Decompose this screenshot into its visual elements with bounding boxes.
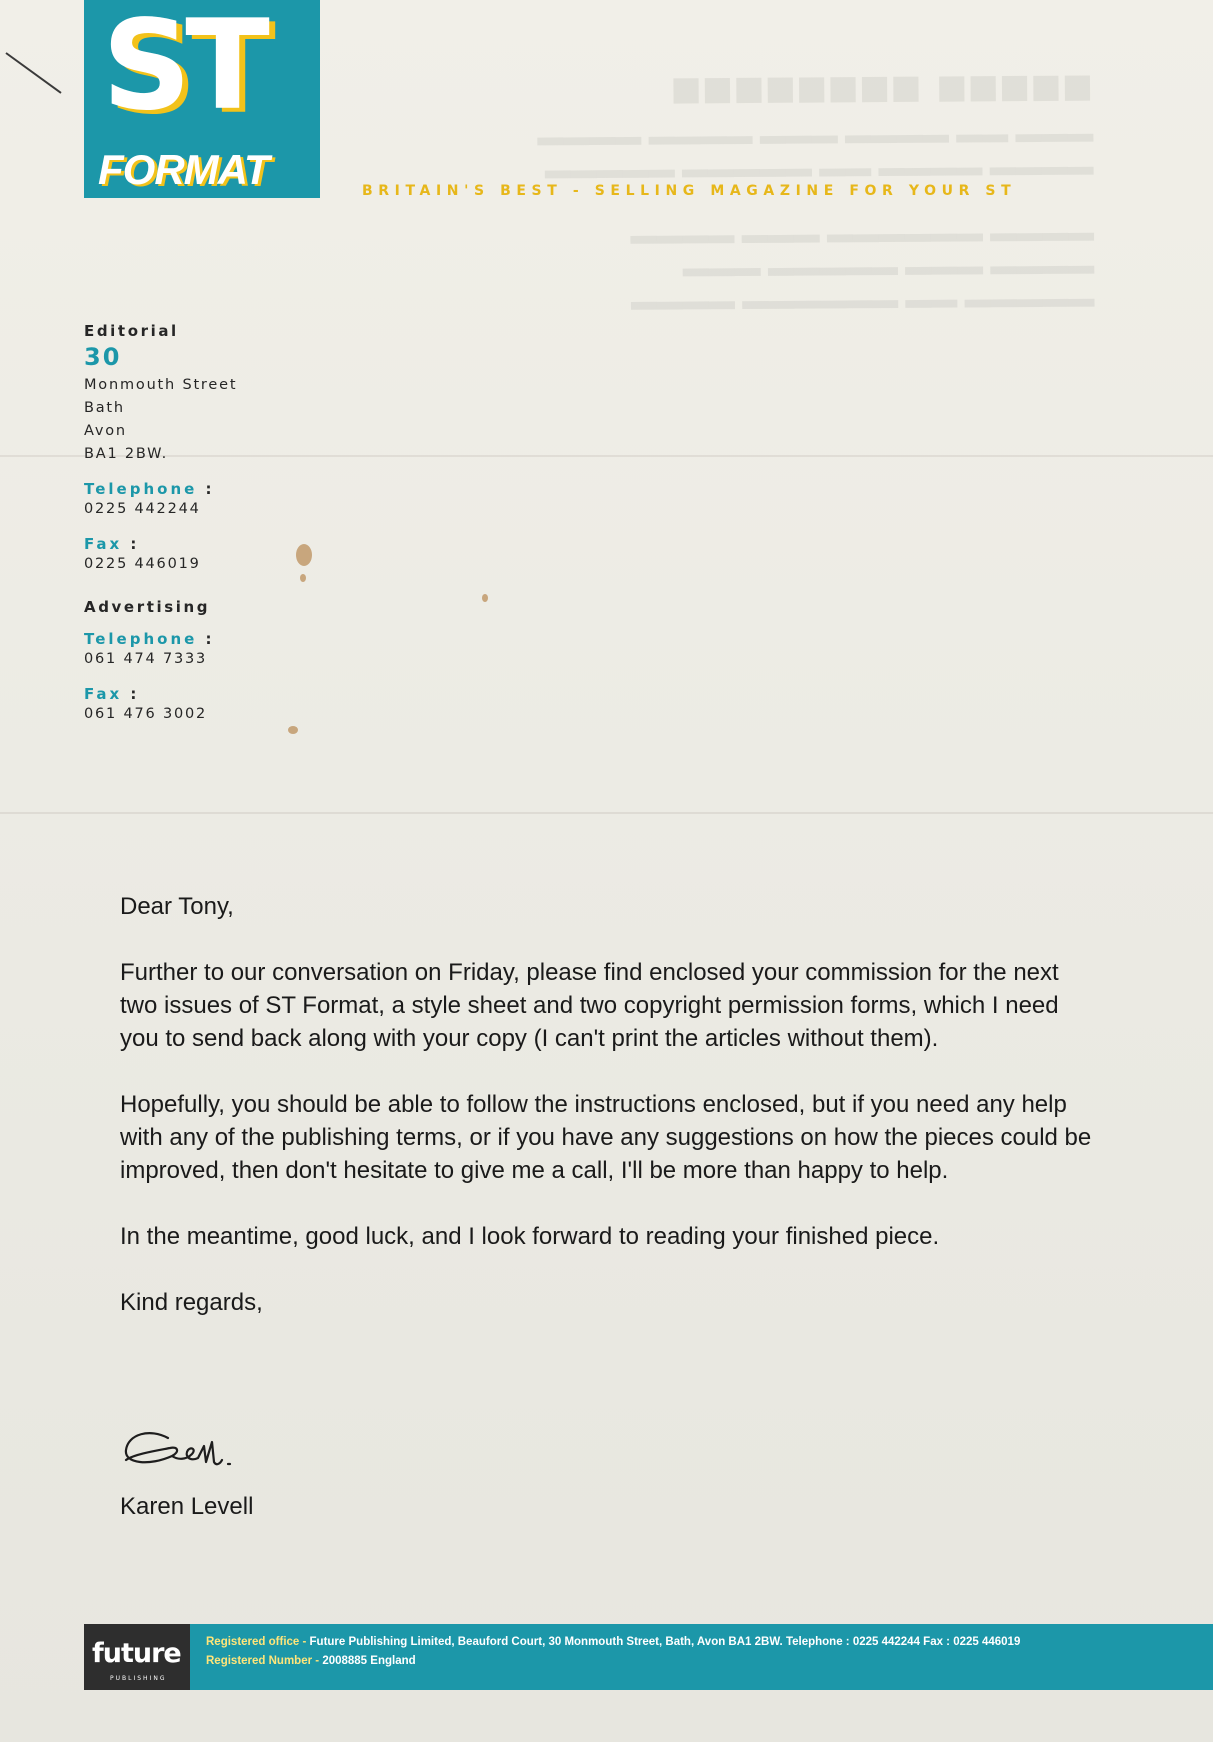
address-line: Monmouth Street [84, 377, 238, 393]
signatory-name: Karen Levell [120, 1493, 254, 1520]
paper-stain [288, 726, 298, 734]
editorial-fax: 0225 446019 [84, 556, 201, 572]
closing: Kind regards, [120, 1289, 263, 1316]
registered-number-text: 2008885 England [322, 1655, 416, 1667]
advertising-telephone: 061 474 7333 [84, 651, 208, 667]
paragraph-2: Hopefully, you should be able to follow the instructions enclosed, but if you need any help with any of the publishing terms, or if you have any suggestions on how the pieces could be improved, then don't hesitate to give me a call, I'll be more than happy to help. [120, 1091, 1092, 1184]
paragraph-1: Further to our conversation on Friday, please find enclosed your commission for the next two issues of ST Format, a style sheet and two copyright permission forms, which I need you to send back along with your copy (I can't print the articles without them). [120, 959, 1059, 1052]
address-line: Avon [84, 423, 127, 439]
handwritten-signature [120, 1420, 320, 1472]
editorial-heading: Editorial [84, 322, 179, 340]
logo-format-text: FORMAT [98, 146, 269, 193]
editorial-telephone: 0225 442244 [84, 501, 201, 517]
advertising-telephone-label: Telephone : [84, 630, 215, 648]
registered-office-footer [84, 1624, 1213, 1690]
tagline: BRITAIN'S BEST - SELLING MAGAZINE FOR YOUR ST [362, 183, 1017, 199]
future-publishing-logo: future PUBLISHING [84, 1624, 190, 1690]
paper-stain [296, 544, 312, 566]
paper-stain [300, 574, 306, 582]
editorial-fax-label: Fax : [84, 535, 140, 553]
advertising-fax: 061 476 3002 [84, 706, 208, 722]
editorial-telephone-label: Telephone : [84, 480, 215, 498]
st-format-logo [84, 0, 320, 198]
letter-body [120, 890, 1100, 1319]
paper-fold [0, 812, 1213, 814]
advertising-heading: Advertising [84, 598, 211, 616]
registered-office-text: Future Publishing Limited, Beauford Court, 30 Monmouth Street, Bath, Avon BA1 2BW. Telephone : 0225 442244 Fax : 0225 446019 [309, 1636, 1021, 1648]
registered-number-label: Registered Number - [206, 1655, 320, 1667]
address-line: Bath [84, 400, 125, 416]
paper-stain [482, 594, 488, 602]
address-line: BA1 2BW. [84, 446, 169, 462]
street-number: 30 [84, 343, 122, 371]
logo-st-text: ST [102, 0, 264, 138]
registered-office-label: Registered office - [206, 1636, 307, 1648]
footer-text [206, 1633, 1020, 1671]
salutation: Dear Tony, [120, 893, 234, 920]
address-block [84, 322, 314, 726]
paragraph-3: In the meantime, good luck, and I look forward to reading your finished piece. [120, 1223, 940, 1250]
advertising-fax-label: Fax : [84, 685, 140, 703]
